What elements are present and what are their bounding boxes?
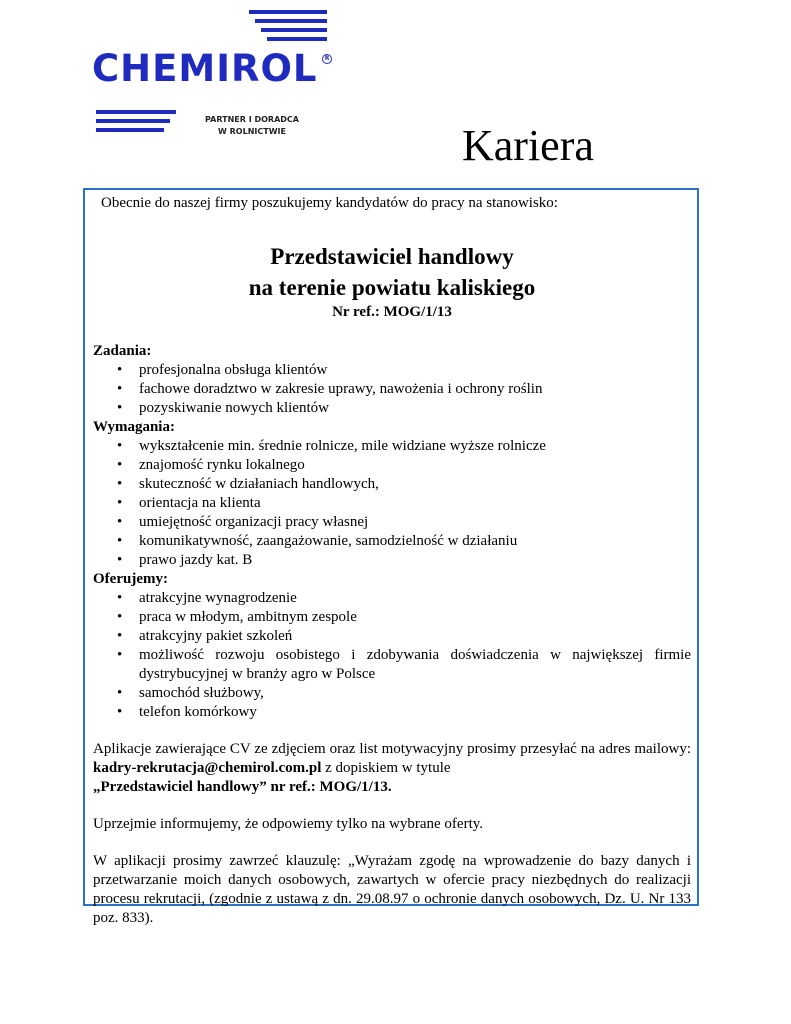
list-item: • umiejętność organizacji pracy własnej — [93, 513, 691, 532]
notice-text: Uprzejmie informujemy, że odpowiemy tylko na wybrane oferty. — [93, 816, 484, 832]
logo-wordmark: CHEMIROL — [92, 47, 318, 90]
page-title: Kariera — [462, 121, 594, 170]
logo-stripe — [255, 19, 327, 23]
logo-stripe — [96, 128, 164, 132]
list-item: • profesjonalna obsługa klientów — [93, 361, 691, 380]
offer-list — [93, 589, 691, 722]
list-item: • pozyskiwanie nowych klientów — [93, 399, 691, 418]
list-item: • atrakcyjny pakiet szkoleń — [93, 627, 691, 646]
job-offer-box — [83, 188, 699, 926]
list-item: • możliwość rozwoju osobistego i zdobywania doświadczenia w największej firmie dystrybucyjnej w branży agro w Polsce — [93, 646, 691, 684]
reference-number: Nr ref.: MOG/1/13 — [332, 304, 452, 320]
list-item: • skuteczność w działaniach handlowych, — [93, 475, 691, 494]
logo-stripe — [96, 110, 176, 114]
list-item: • samochód służbowy, — [93, 684, 691, 703]
section-heading-tasks: Zadania: — [93, 343, 152, 359]
intro-text: Obecnie do naszej firmy poszukujemy kandydatów do pracy na stanowisko: — [101, 195, 558, 211]
company-logo — [92, 10, 332, 140]
logo-stripe — [96, 119, 170, 123]
logo-stripe — [249, 10, 327, 14]
registered-mark-icon: R — [322, 54, 332, 64]
list-item: • praca w młodym, ambitnym zespole — [93, 608, 691, 627]
logo-stripe — [261, 28, 327, 32]
requirements-list — [93, 437, 691, 570]
section-heading-offer: Oferujemy: — [93, 571, 168, 587]
list-item: • komunikatywność, zaangażowanie, samodzielność w działaniu — [93, 532, 691, 551]
list-item: • znajomość rynku lokalnego — [93, 456, 691, 475]
list-item: • wykształcenie min. średnie rolnicze, mile widziane wyższe rolnicze — [93, 437, 691, 456]
logo-stripe — [267, 37, 327, 41]
consent-clause: W aplikacji prosimy zawrzeć klauzulę: „Wyrażam zgodę na wprowadzenie do bazy danych i przetwarzanie moich danych osobowych, zawartych w ofercie pracy niezbędnych do realizacji procesu rekrutacji, (zgodnie z ustawą z dn. 29.08.97 o ochronie danych osobowych, Dz. U. Nr 133 poz. 833). — [93, 853, 691, 926]
job-title: Przedstawiciel handlowy na terenie powiatu kaliskiego — [248, 244, 536, 300]
list-item: • telefon komórkowy — [93, 703, 691, 722]
list-item: • atrakcyjne wynagrodzenie — [93, 589, 691, 608]
list-item: • fachowe doradztwo w zakresie uprawy, nawożenia i ochrony roślin — [93, 380, 691, 399]
list-item: • prawo jazdy kat. B — [93, 551, 691, 570]
email-address[interactable]: kadry-rekrutacja@chemirol.com.pl — [93, 760, 322, 776]
tasks-list — [93, 361, 691, 418]
application-subject: „Przedstawiciel handlowy” nr ref.: MOG/1/13. — [93, 779, 392, 795]
list-item: • orientacja na klienta — [93, 494, 691, 513]
application-instructions: Aplikacje zawierające CV ze zdjęciem oraz list motywacyjny prosimy przesyłać na adres mailowy: kadry-rekrutacja@chemirol.com.pl z dopiskiem w tytule — [93, 741, 691, 776]
logo-tagline: PARTNER I DORADCA W ROLNICTWIE — [205, 115, 299, 136]
section-heading-requirements: Wymagania: — [93, 419, 175, 435]
job-offer-content — [93, 194, 691, 928]
